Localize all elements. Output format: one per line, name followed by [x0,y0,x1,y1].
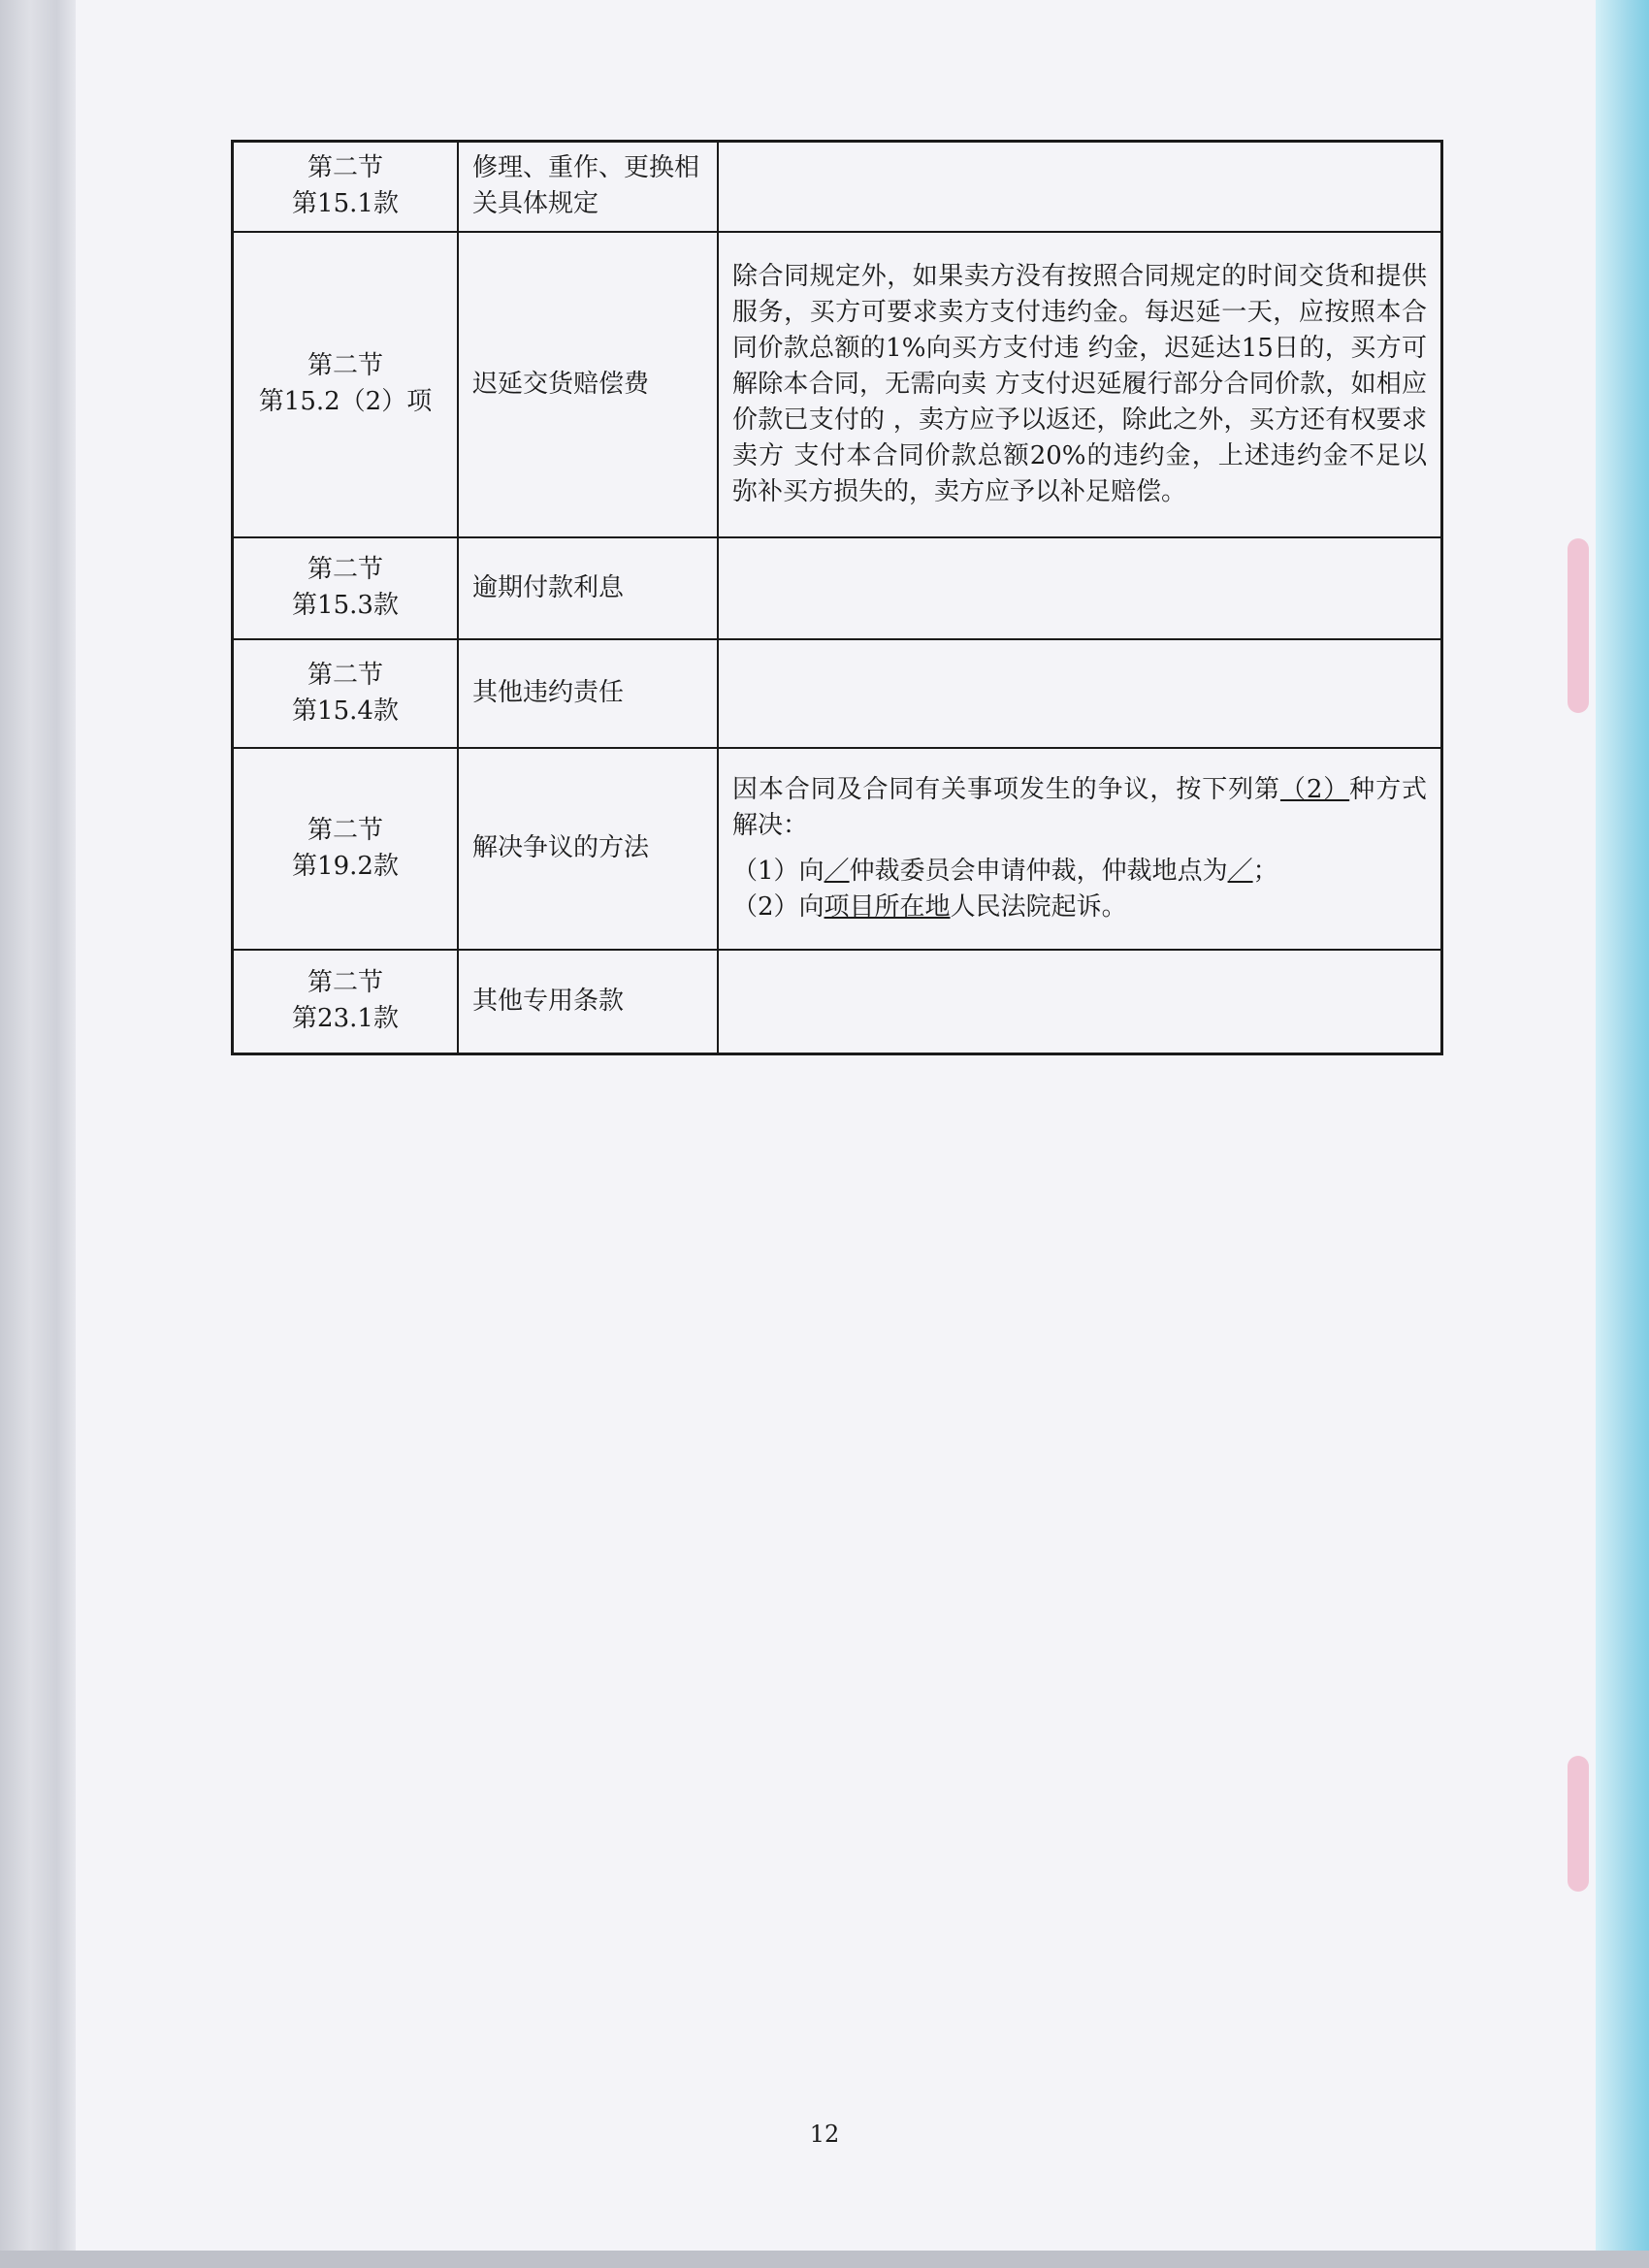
content-cell [718,639,1442,748]
table-row [233,748,1442,950]
seal-fragment [1568,1756,1589,1892]
table-row [233,232,1442,537]
clause-label: 第15.4款 [292,696,399,726]
scan-bottom-edge [0,2251,1649,2268]
clause-label: 第15.2（2）项 [258,387,433,416]
filled-blank: ／ [1227,856,1253,886]
section-label: 第二节 [307,351,383,380]
section-label: 第二节 [307,968,383,998]
scan-blue-cover-edge [1596,0,1649,2268]
filled-blank: 项目所在地 [824,891,951,922]
section-cell [233,748,459,950]
section-cell [233,232,459,537]
clause-label: 第19.2款 [292,851,399,881]
section-cell [233,950,459,1054]
section-cell [233,639,459,748]
filled-blank: ／ [824,856,850,886]
dispute-intro: 因本合同及合同有关事项发生的争议，按下列第（2）种方式解决： [732,774,1427,840]
dispute-content-cell [718,748,1442,950]
filled-blank: （2） [1279,774,1350,804]
table-row [233,537,1442,639]
content-cell: 除合同规定外，如果卖方没有按照合同规定的时间交货和提供服务，买方可要求卖方支付违约金。每迟延一天，应按照本合同价款总额的1%向买方支付违 约金，迟延达15日的，买方可解除本合同，无需向卖 方支付迟延履行部分合同价款，如相应价款已支付的 ，卖方应予以返还，除此之外，买方还有权要求卖方 支付本合同价款总额20%的违约金，上述违约金不足以 弥补买方损失的，卖方应予以补足赔偿。 [718,232,1442,537]
item-cell: 迟延交货赔偿费 [458,232,718,537]
clause-label: 第23.1款 [292,1004,399,1034]
content-cell [718,950,1442,1054]
section-label: 第二节 [307,153,383,183]
special-terms-table [231,140,1443,1055]
section-cell [233,142,459,232]
section-label: 第二节 [307,815,383,845]
dispute-option-1: （1）向／仲裁委员会申请仲裁，仲裁地点为／； [732,856,1278,886]
table-row [233,950,1442,1054]
clause-label: 第15.1款 [292,189,399,219]
content-cell [718,537,1442,639]
dispute-option-2: （2）向项目所在地人民法院起诉。 [732,891,1127,922]
content-cell [718,142,1442,232]
scan-binding-edge [0,0,76,2268]
item-cell: 修理、重作、更换相关具体规定 [458,142,718,232]
page-number: 12 [809,2121,840,2148]
section-cell [233,537,459,639]
section-label: 第二节 [307,555,383,584]
section-label: 第二节 [307,660,383,690]
item-cell: 其他违约责任 [458,639,718,748]
table-row [233,142,1442,232]
item-cell: 逾期付款利息 [458,537,718,639]
seal-fragment [1568,538,1589,713]
item-cell: 其他专用条款 [458,950,718,1054]
table-row [233,639,1442,748]
item-cell: 解决争议的方法 [458,748,718,950]
clause-label: 第15.3款 [292,591,399,620]
